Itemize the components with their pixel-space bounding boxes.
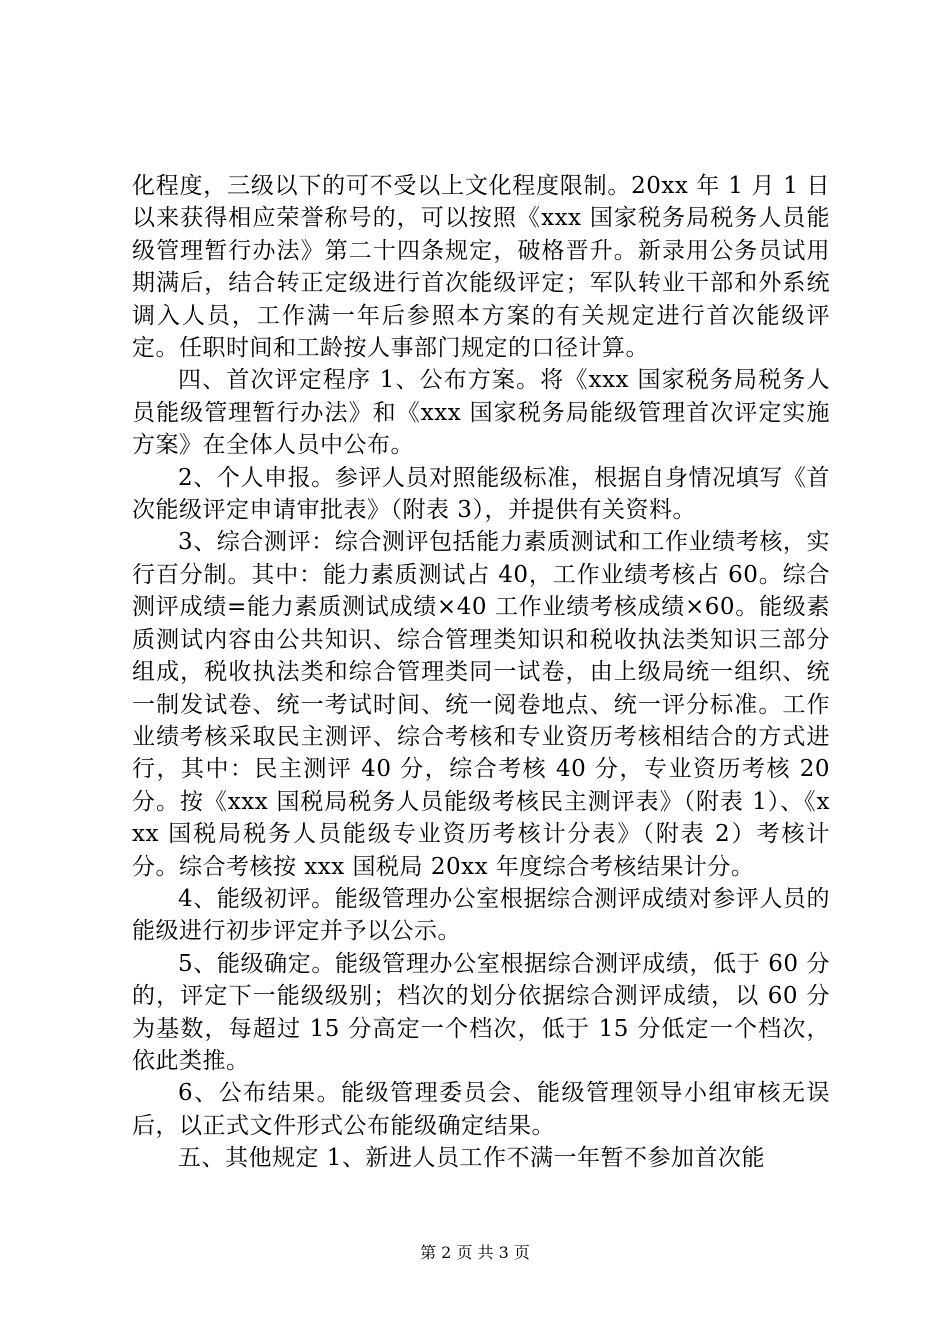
paragraph-education-requirements: 化程度，三级以下的可不受以上文化程度限制。20xx 年 1 月 1 日以来获得相应荣誉称号的，可以按照《xxx 国家税务局税务人员能级管理暂行办法》第二十四条规定，破格晋升。新录用公务员试用期满后，结合转正定级进行首次能级评定；军队转业干部和外系统调入人员，工作满一年后参照本方案的有关规定进行首次能级评定。任职时间和工龄按人事部门规定的口径计算。 xyxy=(132,173,830,362)
page-number-footer: 第 2 页 共 3 页 xyxy=(420,1243,530,1262)
paragraph-publish-results: 6、公布结果。能级管理委员会、能级管理领导小组审核无误后，以正式文件形式公布能级确定结果。 xyxy=(132,1080,830,1139)
paragraph-comprehensive-evaluation: 3、综合测评：综合测评包括能力素质测试和工作业绩考核，实行百分制。其中：能力素质测试占 40，工作业绩考核占 60。综合测评成绩=能力素质测试成绩×40 工作业绩考核成绩×60。能级素质测试内容由公共知识、综合管理类知识和税收执法类知识三部分组成，税收执法类和综合管理类同一试卷，由上级局统一组织、统一制发试卷、统一考试时间、统一阅卷地点、统一评分标准。工作业绩考核采取民主测评、综合考核和专业资历考核相结合的方式进行，其中：民主测评 40 分，综合考核 40 分，专业资历考核 20 分。按《xxx 国税局税务人员能级考核民主测评表》（附表 1）、《xxx 国税局税务人员能级专业资历考核计分表》（附表 2）考核计分。综合考核按 xxx 国税局 20xx 年度综合考核结果计分。 xyxy=(132,529,830,880)
paragraph-initial-rating: 4、能级初评。能级管理办公室根据综合测评成绩对参评人员的能级进行初步评定并予以公示。 xyxy=(132,885,830,945)
paragraph-personal-application: 2、个人申报。参评人员对照能级标准，根据自身情况填写《首次能级评定申请审批表》（附表 3），并提供有关资料。 xyxy=(132,464,830,524)
paragraph-section-four-publish-plan: 四、首次评定程序 1、公布方案。将《xxx 国家税务局税务人员能级管理暂行办法》和《xxx 国家税务局能级管理首次评定实施方案》在全体人员中公布。 xyxy=(132,367,830,459)
paragraph-section-five-other-rules: 五、其他规定 1、新进人员工作不满一年暂不参加首次能 xyxy=(178,1145,765,1172)
document-body xyxy=(132,170,830,1175)
paragraph-level-confirmation: 5、能级确定。能级管理办公室根据综合测评成绩，低于 60 分的，评定下一能级级别；档次的划分依据综合测评成绩，以 60 分为基数，每超过 15 分高定一个档次，低于 15 分低定一个档次，依此类推。 xyxy=(132,950,830,1074)
